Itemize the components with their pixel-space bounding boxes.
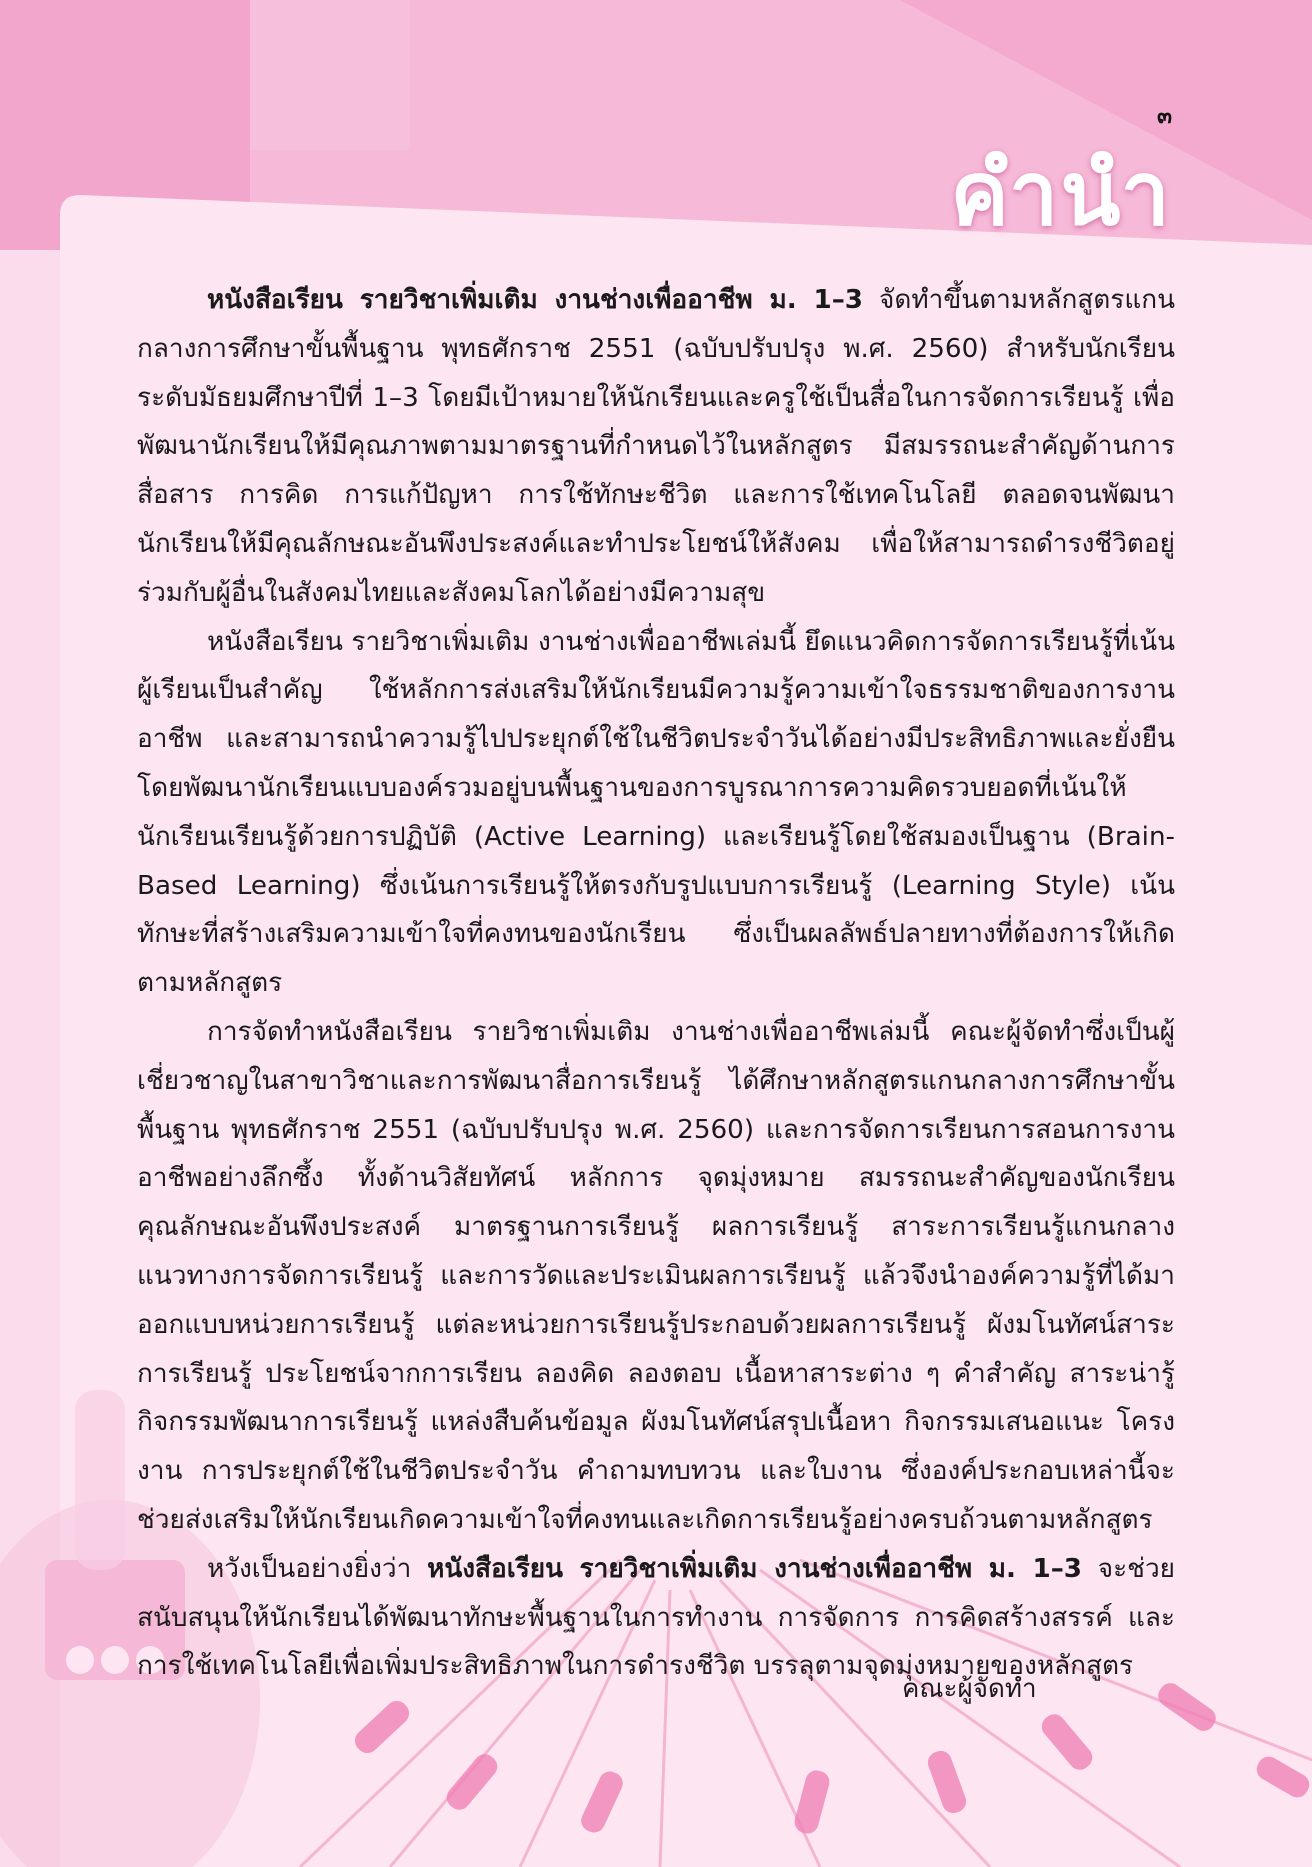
- paragraph-text: จะช่วยสนับสนุนให้นักเรียนได้พัฒนาทักษะพื้นฐานในการทำงาน การจัดการ การคิดสร้างสรรค์ และการใช้เทคโนโลยีเพื่อเพิ่มประสิทธิภาพในการดำรงชีวิต บรรลุตามจุดมุ่งหมายของหลักสูตร: [137, 1553, 1175, 1682]
- preface-body: [137, 276, 1175, 1691]
- paragraph-2: หนังสือเรียน รายวิชาเพิ่มเติม งานช่างเพื่ออาชีพเล่มนี้ ยึดแนวคิดการจัดการเรียนรู้ที่เน้นผู้เรียนเป็นสำคัญ ใช้หลักการส่งเสริมให้นักเรียนมีความรู้ความเข้าใจธรรมชาติของการงานอาชีพ และสามารถนำความรู้ไปประยุกต์ใช้ในชีวิตประจำวันได้อย่างมีประสิทธิภาพและยั่งยืน โดยพัฒนานักเรียนแบบองค์รวมอยู่บนพื้นฐานของการบูรณาการความคิดรวบยอดที่เน้นให้นักเรียนเรียนรู้ด้วยการปฏิบัติ (Active Learning) และเรียนรู้โดยใช้สมองเป็นฐาน (Brain-Based Learning) ซึ่งเน้นการเรียนรู้ให้ตรงกับรูปแบบการเรียนรู้ (Learning Style) เน้นทักษะที่สร้างเสริมความเข้าใจที่คงทนของนักเรียน ซึ่งเป็นผลลัพธ์ปลายทางที่ต้องการให้เกิดตามหลักสูตร: [137, 626, 1175, 999]
- signature: คณะผู้จัดทำ: [902, 1674, 1037, 1704]
- paragraph-text: จัดทำขึ้นตามหลักสูตรแกนกลางการศึกษาขั้นพื้นฐาน พุทธศักราช 2551 (ฉบับปรับปรุง พ.ศ. 2560) สำหรับนักเรียนระดับมัธยมศึกษาปีที่ 1–3 โดยมีเป้าหมายให้นักเรียนและครูใช้เป็นสื่อในการจัดการเรียนรู้ เพื่อพัฒนานักเรียนให้มีคุณภาพตามมาตรฐานที่กำหนดไว้ในหลักสูตร มีสมรรถนะสำคัญด้านการสื่อสาร การคิด การแก้ปัญหา การใช้ทักษะชีวิต และการใช้เทคโนโลยี ตลอดจนพัฒนานักเรียนให้มีคุณลักษณะอันพึงประสงค์และทำประโยชน์ให้สังคม เพื่อให้สามารถดำรงชีวิตอยู่ร่วมกับผู้อื่นในสังคมไทยและสังคมโลกได้อย่างมีความสุข: [137, 285, 1175, 608]
- page-title: คำนำ: [950, 142, 1172, 245]
- paragraph-text: หวังเป็นอย่างยิ่งว่า: [207, 1553, 428, 1584]
- bold-book-title: หนังสือเรียน รายวิชาเพิ่มเติม งานช่างเพื่ออาชีพ ม. 1–3: [427, 1553, 1083, 1584]
- paragraph-3: การจัดทำหนังสือเรียน รายวิชาเพิ่มเติม งานช่างเพื่ออาชีพเล่มนี้ คณะผู้จัดทำซึ่งเป็นผู้เชี่ยวชาญในสาขาวิชาและการพัฒนาสื่อการเรียนรู้ ได้ศึกษาหลักสูตรแกนกลางการศึกษาขั้นพื้นฐาน พุทธศักราช 2551 (ฉบับปรับปรุง พ.ศ. 2560) และการจัดการเรียนการสอนการงานอาชีพอย่างลึกซึ้ง ทั้งด้านวิสัยทัศน์ หลักการ จุดมุ่งหมาย สมรรถนะสำคัญของนักเรียน คุณลักษณะอันพึงประสงค์ มาตรฐานการเรียนรู้ ผลการเรียนรู้ สาระการเรียนรู้แกนกลาง แนวทางการจัดการเรียนรู้ และการวัดและประเมินผลการเรียนรู้ แล้วจึงนำองค์ความรู้ที่ได้มาออกแบบหน่วยการเรียนรู้ แต่ละหน่วยการเรียนรู้ประกอบด้วยผลการเรียนรู้ ผังมโนทัศน์สาระการเรียนรู้ ประโยชน์จากการเรียน ลองคิด ลองตอบ เนื้อหาสาระต่าง ๆ คำสำคัญ สาระน่ารู้ กิจกรรมพัฒนาการเรียนรู้ แหล่งสืบค้นข้อมูล ผังมโนทัศน์สรุปเนื้อหา กิจกรรมเสนอแนะ โครงงาน การประยุกต์ใช้ในชีวิตประจำวัน คำถามทบทวน และใบงาน ซึ่งองค์ประกอบเหล่านี้จะช่วยส่งเสริมให้นักเรียนเกิดความเข้าใจที่คงทนและเกิดการเรียนรู้อย่างครบถ้วนตามหลักสูตร: [137, 1016, 1175, 1535]
- paragraph-1: [137, 276, 1175, 618]
- page-number: ๓: [1156, 104, 1172, 129]
- bold-book-title: หนังสือเรียน รายวิชาเพิ่มเติม งานช่างเพื่ออาชีพ ม. 1–3: [207, 285, 864, 315]
